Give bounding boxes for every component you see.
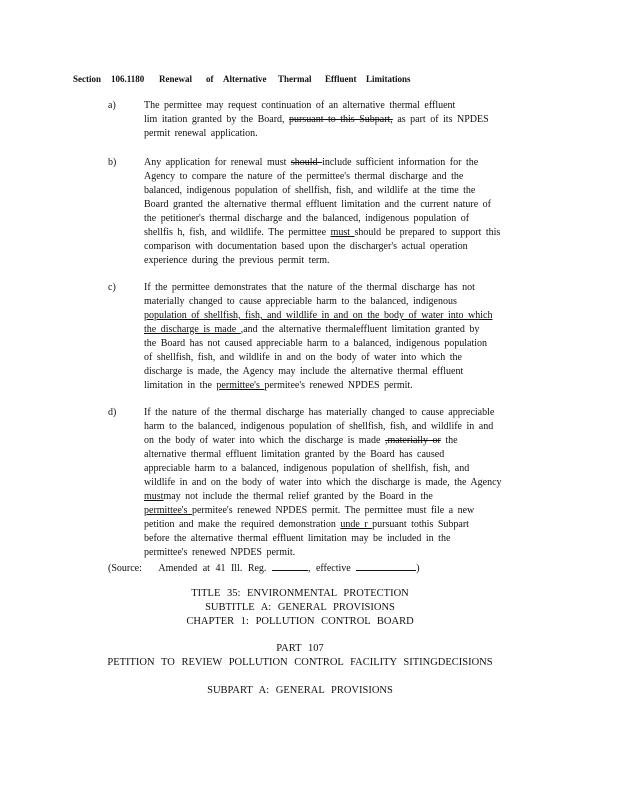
text-segment: lim itation granted by the Board, [144,114,290,125]
struck-text: should [290,157,323,168]
text-segment: permitee's renewed NPDES permit. [264,380,413,391]
reg-blank [272,561,308,571]
heading-word-limitations: Limitations [366,74,411,84]
text-line [144,170,540,184]
subsection-label: b) [108,157,117,168]
text-segment: harm to the balanced, indigenous population of shellfish, fish, and wildlife in and [144,421,494,432]
underlined-text: unde r [340,519,373,530]
text-segment: may not include the thermal relief granted by the Board in the [163,491,433,502]
part-name-line: PETITION TO REVIEW POLLUTION CONTROL FACILITY SITINGDECISIONS [107,657,493,668]
text-line [144,532,540,546]
text-segment: the [440,435,458,446]
text-segment: permitee's renewed NPDES permit. The permittee must file a new [191,505,475,516]
text-segment: Any application for renewal must [144,157,291,168]
text-line [144,184,540,198]
text-segment: shellfis h, fish, and wildlife. The permittee [144,227,331,238]
text-line [144,546,540,560]
text-line [144,99,540,113]
text-line [144,434,540,448]
heading-section-number: 106.1180 [111,74,145,84]
text-line [144,462,540,476]
text-line [144,490,540,504]
text-segment: limitation in the [144,380,217,391]
source-text: Amended at 41 Ill. Reg. [158,563,267,574]
heading-word-of: of [206,74,214,84]
text-line [144,420,540,434]
text-segment: discharge is made, the Agency may include the alternative thermal effluent [144,366,464,377]
subsection-text [144,281,540,393]
underlined-text: permittee's [144,505,192,516]
subsection-label: a) [108,100,116,111]
underlined-text: must [144,491,164,502]
subsection-text [144,156,540,268]
text-segment: appreciable harm to a balanced, indigenous population of shellfish, fish, and [144,463,470,474]
text-line [144,323,540,337]
subsection-text [144,99,540,141]
text-line [144,406,540,420]
text-line [144,198,540,212]
text-segment: the petitioner's thermal discharge and the balanced, indigenous population of [144,213,470,224]
struck-text: ,materially or [384,435,441,446]
underlined-text: must [330,227,355,238]
text-segment: balanced, indigenous population of shellfish, fish, and wildlife at the time the [144,185,476,196]
source-effective: , effective [307,563,351,574]
text-segment: permittee's renewed NPDES permit. [144,547,296,558]
subsection-text [144,406,540,560]
source-note [108,561,420,574]
text-segment: permit renewal application. [144,128,258,139]
text-line [144,127,540,141]
text-line [144,448,540,462]
title-line: TITLE 35: ENVIRONMENTAL PROTECTION [191,588,409,599]
text-segment: materially changed to cause appreciable harm to the balanced, indigenous [144,296,457,307]
text-segment: comparison with documentation based upon the discharger's actual operation [144,241,468,252]
text-segment: The permittee may request continuation of an alternative thermal effluent [144,100,456,111]
text-line [144,240,540,254]
text-line [144,476,540,490]
source-open: (Source: [108,563,142,574]
part-line: PART 107 [276,643,324,654]
text-line [144,309,540,323]
subsection-label: c) [108,282,116,293]
text-line [144,518,540,532]
underlined-text: population of shellfish, fish, and wildlife in and on the body of water into which [144,310,493,321]
text-line [144,281,540,295]
text-line [144,254,540,268]
text-line [144,351,540,365]
source-close: ) [416,563,420,574]
text-line [144,156,540,170]
text-segment: as part of its NPDES [392,114,489,125]
text-segment: alternative thermal effluent limitation granted by the Board has caused [144,449,445,460]
text-segment: include sufficient information for the [322,157,479,168]
underlined-text: the discharge is made [144,324,241,335]
text-segment: If the permittee demonstrates that the nature of the thermal discharge has not [144,282,475,293]
text-segment: petition and make the required demonstration [144,519,341,530]
text-segment: of shellfish, fish, and wildlife in and on the body of water into which the [144,352,462,363]
text-segment: experience during the previous permit term. [144,255,330,266]
text-line [144,295,540,309]
text-line [144,212,540,226]
heading-word-alternative: Alternative [223,74,267,84]
heading-word-thermal: Thermal [278,74,312,84]
text-segment: Agency to compare the nature of the permittee's thermal discharge and the [144,171,464,182]
heading-word-effluent: Effluent [325,74,357,84]
underlined-text: permittee's [216,380,265,391]
text-segment: wildlife in and on the body of water into which the discharge is made, the Agency [144,477,502,488]
text-segment: ,and the alternative thermaleffluent limitation granted by [240,324,480,335]
text-segment: on the body of water into which the discharge is made [144,435,385,446]
text-segment: before the alternative thermal effluent limitation may be included in the [144,533,451,544]
heading-word-renewal: Renewal [159,74,192,84]
subtitle-line: SUBTITLE A: GENERAL PROVISIONS [205,602,395,613]
text-segment: the Board has not caused appreciable harm to a balanced, indigenous population [144,338,488,349]
effective-date-blank [356,561,416,571]
struck-text: pursuant to this Subpart, [289,114,393,125]
text-line [144,337,540,351]
text-segment: Board granted the alternative thermal effluent limitation and the current nature of [144,199,491,210]
text-line [144,113,540,127]
heading-section-word: Section [73,74,101,84]
text-segment: should be prepared to support this [354,227,501,238]
text-line [144,226,540,240]
subpart-line: SUBPART A: GENERAL PROVISIONS [207,685,393,696]
subsection-label: d) [108,407,117,418]
section-heading [73,74,433,84]
text-segment: pursuant tothis Subpart [372,519,469,530]
text-line [144,365,540,379]
text-line [144,379,540,393]
text-line [144,504,540,518]
chapter-line: CHAPTER 1: POLLUTION CONTROL BOARD [186,616,414,627]
text-segment: If the nature of the thermal discharge has materially changed to cause appreciable [144,407,495,418]
